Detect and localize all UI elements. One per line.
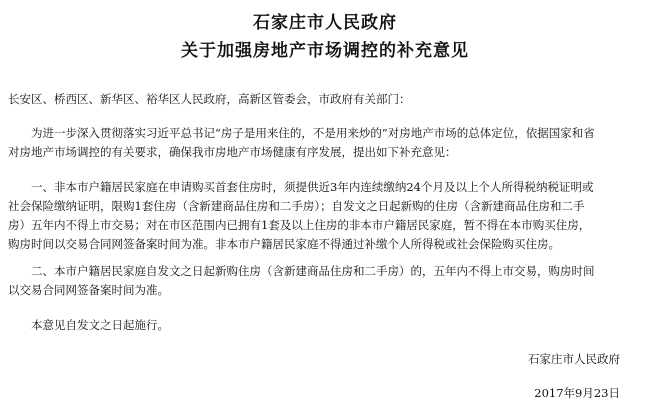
closing-line: 本意见自发文之日起施行。 [31, 318, 169, 332]
item-two-line: 以交易合同网签备案时间为准。 [8, 283, 169, 297]
item-one-line: 一、非本市户籍居民家庭在申请购买首套住房时，须提供近3年内连续缴纳24个月及以上个人所得税纳税证明或 [31, 180, 594, 194]
item-one-line: 社会保险缴纳证明，限购1套住房（含新建商品住房和二手房）；自发文之日起新购的住房（含新建商品住房和二手 [8, 199, 585, 213]
intro-line: 对房地产市场调控的有关要求，确保我市房地产市场健康有序发展，提出如下补充意见： [8, 145, 457, 159]
item-one-paragraph [8, 178, 638, 254]
item-one-line: 购房时间以交易合同网签备案时间为准。非本市户籍居民家庭不得通过补缴个人所得税或社会保险购买住房。 [8, 237, 560, 251]
item-two-paragraph [8, 262, 638, 300]
signature-org: 石家庄市人民政府 [528, 352, 620, 366]
document-title: 关于加强房地产市场调控的补充意见 [181, 41, 469, 61]
signature-date: 2017年9月23日 [534, 386, 620, 400]
intro-paragraph [8, 124, 638, 162]
intro-line: 为进一步深入贯彻落实习近平总书记“房子是用来住的，不是用来炒的”对房地产市场的总体定位，依据国家和省 [31, 126, 595, 140]
item-two-line: 二、本市户籍居民家庭自发文之日起新购住房（含新建商品住房和二手房）的，五年内不得上市交易，购房时间 [31, 264, 595, 278]
recipients-line: 长安区、桥西区、新华区、裕华区人民政府，高新区管委会，市政府有关部门： [8, 92, 411, 106]
issuer-heading: 石家庄市人民政府 [253, 13, 397, 33]
item-one-line: 房）五年内不得上市交易；对在市区范围内已拥有1套及以上住房的非本市户籍居民家庭，暂不得在本市购买住房， [8, 218, 591, 232]
